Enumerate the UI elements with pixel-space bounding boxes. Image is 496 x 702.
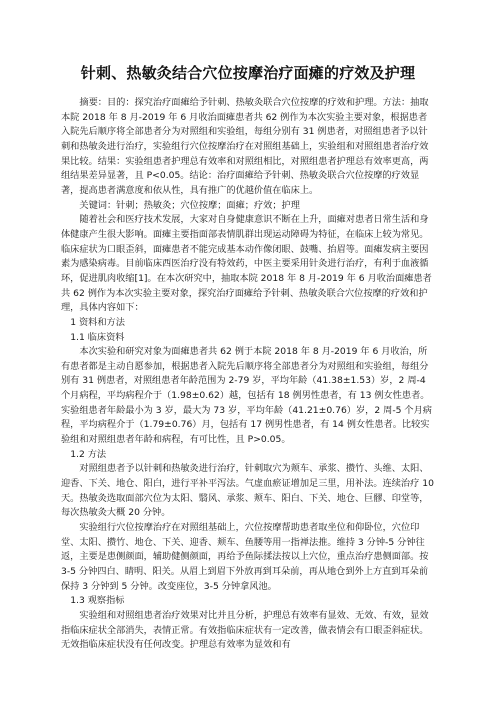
section-heading-1: 1 资料和方法 xyxy=(70,316,125,328)
section-heading-1-3: 1.3 观察指标 xyxy=(70,595,125,607)
observation-paragraph: 实验组和对照组患者治疗效果对比并且分析，护理总有效率有显效、无效、有效，显效指临床症状全部消失，表情正常。有效指临床症状有一定改善，做表情会有口眼歪斜症状。无效指临床症状没有任何改变。护理总有效率为显效和有 xyxy=(61,609,429,651)
abstract-paragraph: 摘要：目的：探究治疗面瘫给予针刺、热敏灸联合穴位按摩的疗效和护理。方法：抽取本院 2018 年 8 月-2019 年 6 月收治面瘫患者共 62 例作为本次实验主要对象，根据患者入院先后顺序将全部患者分为对照组和实验组，每组分别有 31 例患者，对照组患者予以针刺和热敏灸进行治疗，实验组行穴位按摩治疗在对照组基础上，实验组和对照组患者治疗效果比较。结果：实验组患者护理总有效率和对照组相比，对照组患者护理总有效率更高，两组结果差异显著，且 P<0.05。结论：治疗面瘫给予针刺、热敏灸联合穴位按摩的疗效显著，提高患者满意度和依从性，具有推广的优越价值在临床上。 xyxy=(61,97,429,196)
document-body xyxy=(61,96,436,653)
method-paragraph-2: 实验组行穴位按摩治疗在对照组基础上，穴位按摩帮助患者取坐位和仰卧位，穴位印堂、太阳、攒竹、地仓、下关、迎香、颊车、鱼腰等用一指禅法推。维持 3 分钟-5 分钟往返，主要是患侧颜面，辅助健侧颜面，再给予鱼际揉法按以上穴位，重点治疗患侧面部。按 3-5 分钟四白、睛明、阳关。从眉上到眉下外放再到耳朵前，再从地仓到外上方直到耳朵前保持 3 分钟到 5 分钟。改变座位，3-5 分钟拿风池。 xyxy=(61,522,429,592)
intro-paragraph: 随着社会和医疗技术发展，大家对自身健康意识不断在上升，面瘫对患者日常生活和身体健康产生很大影响。面瘫主要指面部表情肌群出现运动障碍为特征，在临床上较为常见。临床症状为口眼歪斜，面瘫患者不能完成基本动作像闭眼、鼓嘴、抬眉等。面瘫发病主要因素为感染病毒。目前临床西医治疗没有特效药，中医主要采用针灸进行治疗，有利于血液循环，促进肌肉收缩[1]。在本次研究中，抽取本院 2018 年 8 月-2019 年 6 月收治面瘫患者共 62 例作为本次实验主要对象，探究治疗面瘫给予针刺、热敏灸联合穴位按摩的疗效和护理，具体内容如下： xyxy=(61,214,432,314)
section-heading-1-1: 1.1 临床资料 xyxy=(70,331,125,343)
document-title: 针刺、热敏灸结合穴位按摩治疗面瘫的疗效及护理 xyxy=(80,64,416,82)
keywords-paragraph: 关键词：针刺；热敏灸；穴位按摩；面瘫；疗效；护理 xyxy=(79,199,300,211)
section-heading-1-2: 1.2 方法 xyxy=(70,448,107,460)
clinical-data-paragraph: 本次实验和研究对象为面瘫患者共 62 例于本院 2018 年 8 月-2019 年 6 月收治，所有患者都是主动自愿参加，根据患者入院先后顺序将全部患者分为对照组和实验组，每组分别有 31 例患者，对照组患者年龄范围为 2-79 岁，平均年龄（41.38±1.53）岁，2 周-4 个月病程，平均病程介于（1.98±0.62）越，包括有 18 例男性患者，有 13 例女性患者。实验组患者年龄最小为 3 岁，最大为 73 岁，平均年龄（41.21±0.76）岁，2 周-5 个月病程，平均病程介于（1.79±0.76）月，包括有 17 例男性患者，有 14 例女性患者。比较实验组和对照组患者年龄和病程，有可比性，且 P>0.05。 xyxy=(61,346,432,446)
method-paragraph-1: 对照组患者予以针刺和热敏灸进行治疗，针刺取穴为颊车、承浆、攒竹、头维、太阳、迎香、下关、地仓、阳白，进行平补平泻法。气虚血瘀证增加足三里，用补法。连续治疗 10 天。热敏灸选取面部穴位为太阳、翳风、承浆、颊车、阳白、下关、地仓、巨髎、印堂等，每次热敏灸大概 20 分钟。 xyxy=(61,463,434,519)
